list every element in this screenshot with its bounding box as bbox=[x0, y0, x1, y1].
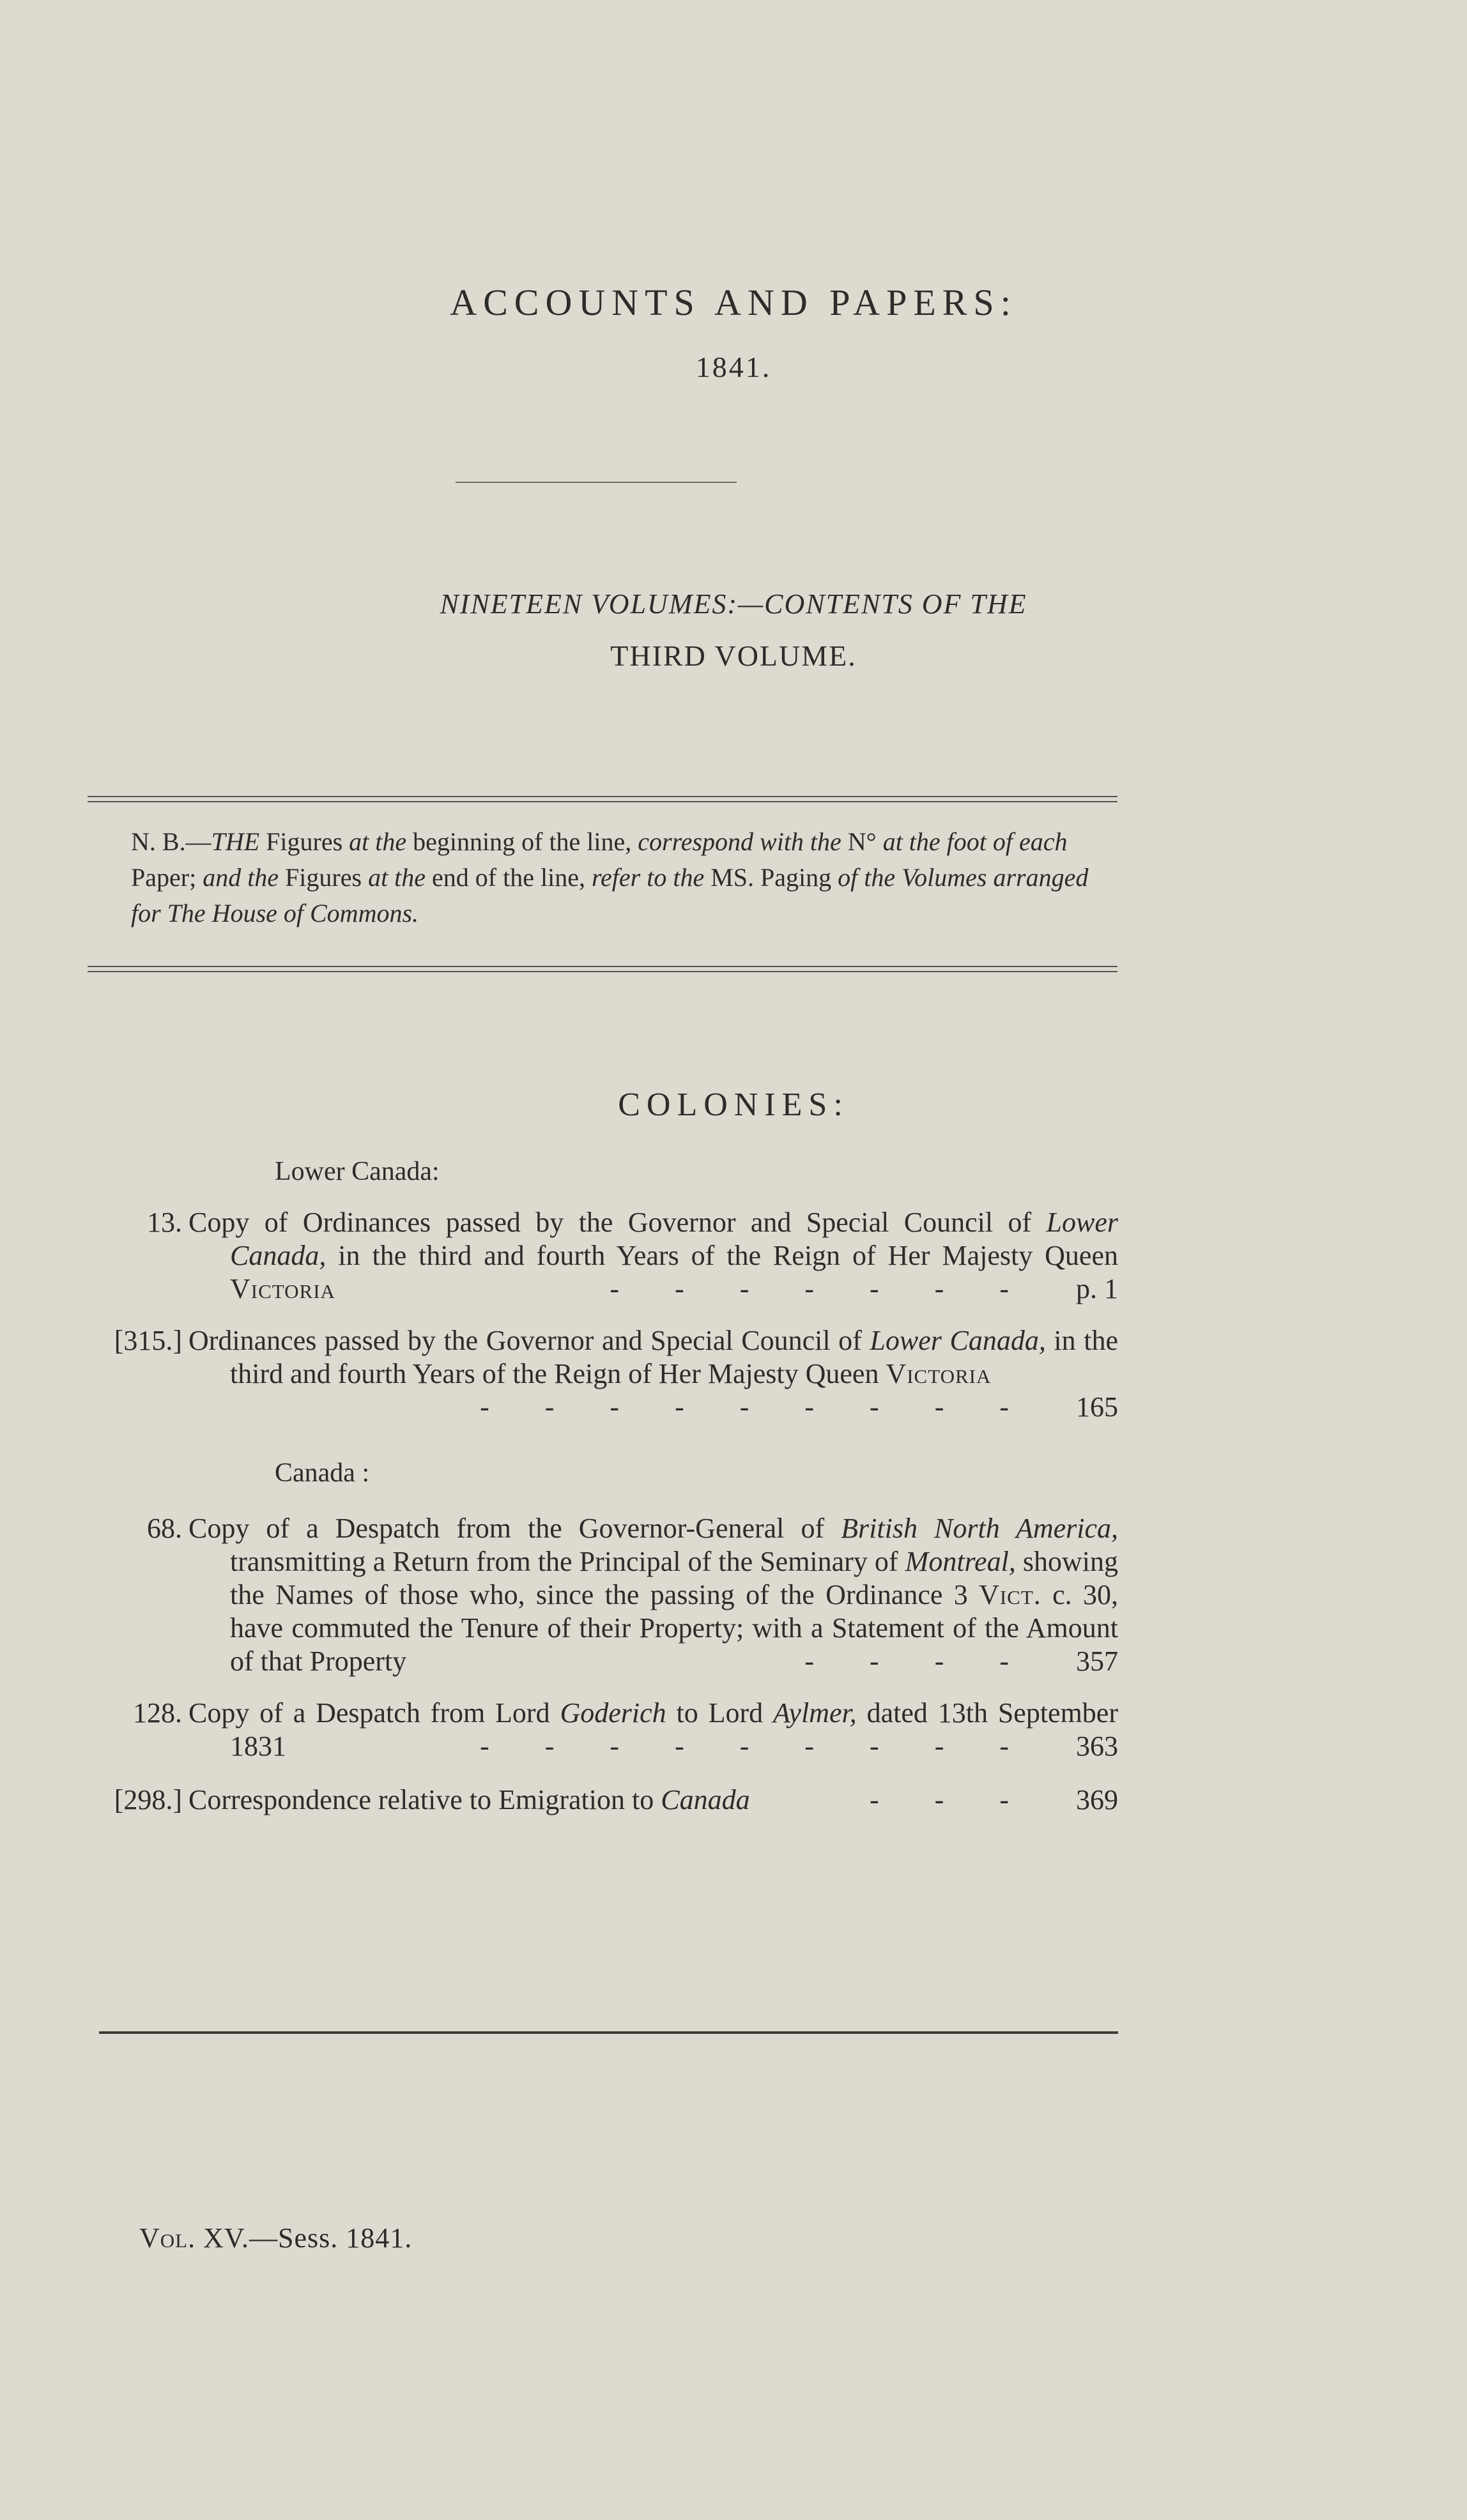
contents-entry bbox=[83, 1697, 1118, 1763]
note-text: and the bbox=[203, 863, 279, 892]
entry-leader-page bbox=[480, 1391, 1118, 1424]
section-title: COLONIES: bbox=[618, 1087, 849, 1123]
entry-text-part: Canada bbox=[661, 1784, 750, 1815]
note-text: at the bbox=[349, 827, 407, 856]
entry-text-part: transmitting a Return from the Principal of the Seminary of bbox=[230, 1546, 905, 1577]
dot-leader: - - - - - - - bbox=[610, 1273, 1064, 1304]
title-divider bbox=[456, 482, 737, 483]
entry-page: 369 bbox=[1076, 1784, 1118, 1815]
note-text: THE bbox=[211, 827, 260, 856]
entry-text-part: British North America, bbox=[841, 1513, 1118, 1544]
entry-text-part: Montreal, bbox=[905, 1546, 1016, 1577]
entry-text-part: in the third and fourth Years of the Reign of Her Majesty Queen bbox=[230, 1325, 1118, 1389]
note-text: correspond with the bbox=[638, 827, 841, 856]
entry-number: 68. bbox=[147, 1513, 182, 1544]
dot-leader: - - - bbox=[870, 1784, 1064, 1815]
note-text: at the bbox=[368, 863, 426, 892]
dot-leader: - - - - - - - - - bbox=[480, 1730, 1064, 1762]
entry-text bbox=[188, 1206, 1118, 1306]
entry-text-part: showing the Names of those who, since the passing of the Ordinance 3 bbox=[230, 1546, 1119, 1610]
note-text: N. B.— bbox=[131, 827, 211, 856]
note-text: at the bbox=[882, 827, 941, 856]
note-text: beginning of the line, bbox=[406, 827, 638, 856]
footer-vol-label: Vol. bbox=[139, 2222, 196, 2254]
dot-leader: - - - - - - - - - bbox=[480, 1391, 1064, 1423]
note-text: of the Volumes arranged for The House of Commons. bbox=[131, 863, 1089, 928]
volume-footer bbox=[139, 2222, 412, 2254]
note-bottom-rule bbox=[88, 966, 1118, 972]
subsection-heading: Canada : bbox=[275, 1458, 370, 1488]
note-text: Figures bbox=[259, 827, 349, 856]
contents-entry bbox=[83, 1324, 1118, 1424]
note-text: end of the line, bbox=[426, 863, 592, 892]
entry-text-part: dated 13th September 1831 bbox=[230, 1697, 1118, 1762]
entry-text-part: to Lord bbox=[666, 1697, 773, 1729]
entry-leader-page bbox=[480, 1730, 1118, 1763]
document-title: ACCOUNTS AND PAPERS: bbox=[450, 282, 1017, 323]
bottom-rule bbox=[99, 2031, 1118, 2034]
entry-number: 128. bbox=[133, 1697, 182, 1729]
entry-text-part: Lower Canada, bbox=[870, 1325, 1046, 1356]
entry-text bbox=[188, 1697, 1118, 1763]
entry-leader-page bbox=[870, 1783, 1118, 1817]
volume-heading-line1: NINETEEN VOLUMES:—CONTENTS OF THE bbox=[440, 588, 1027, 620]
entry-text-part: in the third and fourth Years of the Reign of Her Majesty Queen bbox=[326, 1240, 1118, 1271]
entry-number: [298.] bbox=[114, 1784, 182, 1815]
entry-text-part: Ordinances passed by the Governor and Special Council of bbox=[188, 1325, 870, 1356]
note-text: MS. Paging bbox=[704, 863, 832, 892]
entry-text-part: Vict. bbox=[979, 1579, 1041, 1610]
note-text: N° bbox=[841, 827, 883, 856]
entry-text-part: Copy of a Despatch from the Governor-General of bbox=[188, 1513, 841, 1544]
note-text: refer to the bbox=[591, 863, 705, 892]
entry-text-part: Aylmer, bbox=[772, 1697, 857, 1729]
entry-number: 13. bbox=[147, 1207, 182, 1238]
entry-text-part: Victoria bbox=[886, 1358, 992, 1389]
footer-session: XV.—Sess. 1841. bbox=[196, 2222, 413, 2254]
document-year: 1841. bbox=[695, 351, 772, 383]
entry-text-part: Goderich bbox=[560, 1697, 666, 1729]
dot-leader: - - - - bbox=[804, 1646, 1064, 1677]
editorial-note bbox=[131, 824, 1102, 931]
entry-text bbox=[188, 1324, 1118, 1423]
entry-leader-page bbox=[804, 1645, 1118, 1678]
volume-heading-line2: THIRD VOLUME. bbox=[610, 639, 857, 672]
note-text: Figures bbox=[279, 863, 369, 892]
entry-text-part: Victoria bbox=[230, 1273, 335, 1304]
entry-text bbox=[188, 1512, 1118, 1678]
note-text: Paper; bbox=[131, 863, 203, 892]
entry-text-part: Correspondence relative to Emigration to bbox=[188, 1784, 661, 1815]
entry-number: [315.] bbox=[114, 1325, 182, 1356]
entry-text-part: c. 30, have commuted the Tenure of their Property; with a Statement of the Amount of that Property bbox=[230, 1579, 1118, 1677]
contents-entry bbox=[83, 1512, 1118, 1678]
entry-text bbox=[188, 1783, 1118, 1817]
subsection-heading: Lower Canada: bbox=[275, 1157, 440, 1186]
note-text: foot of each bbox=[946, 827, 1068, 856]
entry-page: 357 bbox=[1076, 1646, 1118, 1677]
entry-text-part: Copy of a Despatch from Lord bbox=[188, 1697, 560, 1729]
entry-page: p. 1 bbox=[1076, 1273, 1118, 1304]
entry-page: 363 bbox=[1076, 1730, 1118, 1762]
entry-page: 165 bbox=[1076, 1391, 1118, 1423]
contents-entry bbox=[83, 1206, 1118, 1306]
contents-entry bbox=[83, 1783, 1118, 1817]
entry-text-part: Lower Canada, bbox=[230, 1207, 1118, 1271]
entry-leader-page bbox=[610, 1272, 1118, 1306]
entry-text-part: Copy of Ordinances passed by the Governor and Special Council of bbox=[188, 1207, 1047, 1238]
note-top-rule bbox=[88, 796, 1118, 802]
